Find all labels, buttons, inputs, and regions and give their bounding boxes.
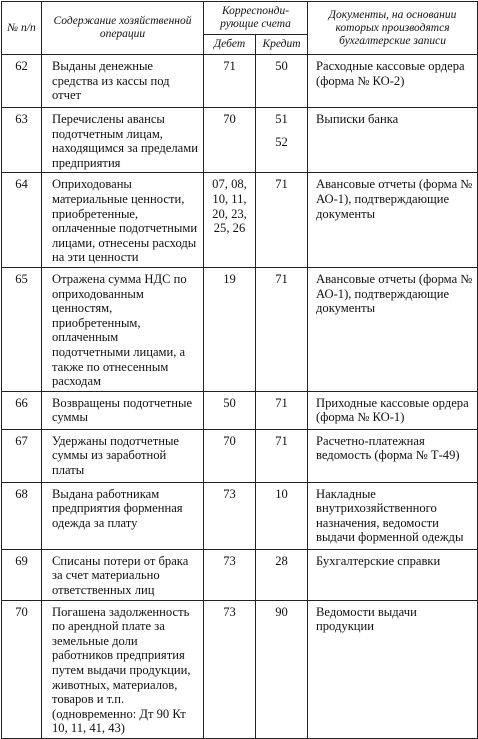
row-debit: 73 (204, 482, 256, 549)
table-row (2, 55, 478, 108)
row-debit: 50 (204, 391, 256, 429)
row-docs: Бухгалтерские справки (308, 549, 478, 600)
row-debit: 19 (204, 267, 256, 391)
row-docs: Авансовые отчеты (форма № АО-1), подтверждающие документы (308, 173, 478, 268)
table-row (2, 482, 478, 549)
row-desc: Выдана работникам предприятия форменная одежда за плату (42, 482, 204, 549)
row-desc: Выданы денежные средства из кассы под отчет (42, 55, 204, 108)
row-desc: Списаны потери от брака за счет материально ответственных лиц (42, 549, 204, 600)
row-credit-cell (256, 108, 308, 173)
header-credit: Кредит (256, 35, 308, 55)
row-debit: 73 (204, 600, 256, 738)
row-docs: Расчетно-платежная ведомость (форма № Т-49) (308, 429, 478, 482)
row-desc: Удержаны подотчетные суммы из заработной платы (42, 429, 204, 482)
header-accounts: Корреспонди-рующие счета (204, 2, 308, 35)
header-content: Содержание хозяйственной операции (42, 2, 204, 55)
row-desc: Погашена задолженность по арендной плате за земельные доли работников предприятия путем выдачи продукции, животных, материалов, товаров и т.п. (одновременно: Дт 90 Кт 10, 11, 41, 43) (42, 600, 204, 738)
row-docs: Выписки банка (308, 108, 478, 173)
operations-table (1, 1, 478, 739)
row-desc: Возвращены подотчетные суммы (42, 391, 204, 429)
row-num: 65 (2, 267, 42, 391)
row-desc: Перечислены авансы подотчетным лицам, находящимся за пределами предприятия (42, 108, 204, 173)
row-credit-secondary: 52 (275, 134, 288, 149)
row-num: 70 (2, 600, 42, 738)
row-credit: 71 (256, 173, 308, 268)
row-num: 62 (2, 55, 42, 108)
header-docs: Документы, на основании которых производятся бухгалтерские записи (308, 2, 478, 55)
row-docs: Ведомости выдачи продукции (308, 600, 478, 738)
row-desc: Оприходованы материальные ценности, приобретенные, оплаченные подотчетными лицами, отнесены расходы на эти ценности (42, 173, 204, 268)
row-debit: 73 (204, 549, 256, 600)
table-row (2, 549, 478, 600)
header-row (2, 2, 478, 35)
row-credit: 50 (256, 55, 308, 108)
row-docs: Расходные кассовые ордера (форма № КО-2) (308, 55, 478, 108)
row-num: 63 (2, 108, 42, 173)
table-row (2, 173, 478, 268)
row-docs: Приходные кассовые ордера (форма № КО-1) (308, 391, 478, 429)
row-debit: 07, 08, 10, 11, 20, 23, 25, 26 (204, 173, 256, 268)
row-num: 64 (2, 173, 42, 268)
row-num: 69 (2, 549, 42, 600)
table-row (2, 600, 478, 738)
row-credit: 71 (256, 267, 308, 391)
row-num: 67 (2, 429, 42, 482)
row-credit: 71 (256, 391, 308, 429)
row-debit: 70 (204, 429, 256, 482)
row-num: 68 (2, 482, 42, 549)
table-row (2, 391, 478, 429)
row-desc: Отражена сумма НДС по оприходованным ценностям, приобретенным, оплаченным подотчетными лицами, а также по отнесенным расходам (42, 267, 204, 391)
header-num: № п/п (2, 2, 42, 55)
row-credit: 90 (256, 600, 308, 738)
row-docs: Авансовые отчеты (форма № АО-1), подтверждающие документы (308, 267, 478, 391)
header-debit: Дебет (204, 35, 256, 55)
table-row (2, 429, 478, 482)
table-row (2, 267, 478, 391)
table-row (2, 108, 478, 173)
row-num: 66 (2, 391, 42, 429)
row-credit: 28 (256, 549, 308, 600)
row-debit: 71 (204, 55, 256, 108)
row-debit: 70 (204, 108, 256, 173)
row-credit: 51 (275, 112, 288, 126)
row-credit: 71 (256, 429, 308, 482)
row-docs: Накладные внутрихозяйственного назначения, ведомости выдачи форменной одежды (308, 482, 478, 549)
row-credit: 10 (256, 482, 308, 549)
